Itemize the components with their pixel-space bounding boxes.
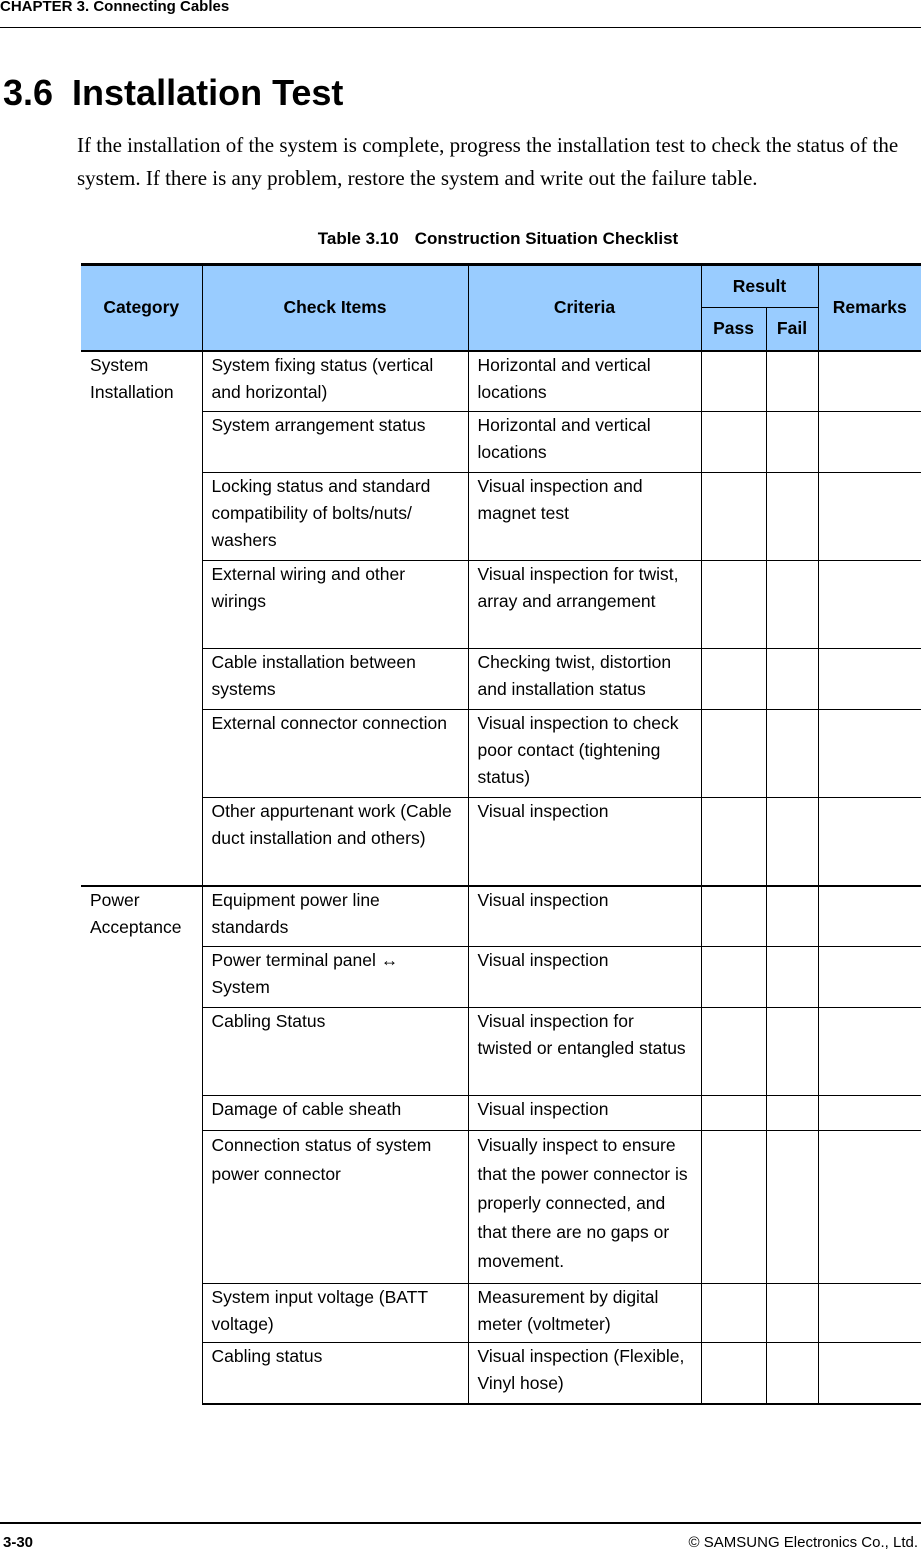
category-cell: Power Acceptance bbox=[81, 886, 202, 1404]
pass-cell bbox=[701, 1131, 766, 1284]
pass-cell bbox=[701, 886, 766, 947]
fail-cell bbox=[766, 412, 818, 473]
fail-cell bbox=[766, 1096, 818, 1131]
fail-cell bbox=[766, 473, 818, 561]
footer-divider bbox=[0, 1522, 921, 1524]
pass-cell bbox=[701, 412, 766, 473]
remarks-cell bbox=[818, 1096, 921, 1131]
header-category: Category bbox=[81, 265, 202, 351]
table-row bbox=[81, 947, 921, 1008]
remarks-cell bbox=[818, 1343, 921, 1404]
criteria-cell: Visual inspection bbox=[468, 1096, 701, 1131]
check-item-cell: System input voltage (BATT voltage) bbox=[202, 1284, 468, 1343]
remarks-cell bbox=[818, 798, 921, 886]
criteria-cell: Visual inspection and magnet test bbox=[468, 473, 701, 561]
criteria-cell: Visual inspection to check poor contact (tightening status) bbox=[468, 710, 701, 798]
criteria-cell: Visual inspection (Flexible, Vinyl hose) bbox=[468, 1343, 701, 1404]
check-item-cell: Cabling status bbox=[202, 1343, 468, 1404]
page-header bbox=[0, 0, 921, 28]
check-item-cell: Cable installation between systems bbox=[202, 649, 468, 710]
table-row bbox=[81, 351, 921, 412]
remarks-cell bbox=[818, 561, 921, 649]
criteria-cell: Visual inspection bbox=[468, 798, 701, 886]
pass-cell bbox=[701, 1343, 766, 1404]
section-heading bbox=[3, 72, 343, 114]
remarks-cell bbox=[818, 1008, 921, 1096]
check-item-cell: External wiring and other wirings bbox=[202, 561, 468, 649]
table-row bbox=[81, 561, 921, 649]
header-pass: Pass bbox=[701, 308, 766, 351]
category-cell: System Installation bbox=[81, 351, 202, 886]
pass-cell bbox=[701, 710, 766, 798]
remarks-cell bbox=[818, 412, 921, 473]
fail-cell bbox=[766, 649, 818, 710]
remarks-cell bbox=[818, 710, 921, 798]
fail-cell bbox=[766, 798, 818, 886]
fail-cell bbox=[766, 561, 818, 649]
remarks-cell bbox=[818, 1284, 921, 1343]
copyright: © SAMSUNG Electronics Co., Ltd. bbox=[688, 1534, 918, 1551]
remarks-cell bbox=[818, 1131, 921, 1284]
header-remarks: Remarks bbox=[818, 265, 921, 351]
fail-cell bbox=[766, 947, 818, 1008]
check-item-cell: System fixing status (vertical and horizontal) bbox=[202, 351, 468, 412]
header-check-items: Check Items bbox=[202, 265, 468, 351]
pass-cell bbox=[701, 947, 766, 1008]
remarks-cell bbox=[818, 649, 921, 710]
fail-cell bbox=[766, 1284, 818, 1343]
table-caption-number: Table 3.10 bbox=[317, 229, 399, 248]
table-row bbox=[81, 473, 921, 561]
check-item-cell: Cabling Status bbox=[202, 1008, 468, 1096]
header-fail: Fail bbox=[766, 308, 818, 351]
checklist-table bbox=[81, 263, 921, 1405]
criteria-cell: Visual inspection for twist, array and arrangement bbox=[468, 561, 701, 649]
table-row bbox=[81, 1131, 921, 1284]
section-title: Installation Test bbox=[72, 72, 344, 113]
page-number: 3-30 bbox=[3, 1534, 34, 1551]
check-item-cell: System arrangement status bbox=[202, 412, 468, 473]
criteria-cell: Visual inspection for twisted or entangled status bbox=[468, 1008, 701, 1096]
fail-cell bbox=[766, 1343, 818, 1404]
fail-cell bbox=[766, 710, 818, 798]
table-row bbox=[81, 649, 921, 710]
table-row bbox=[81, 1096, 921, 1131]
criteria-cell: Horizontal and vertical locations bbox=[468, 351, 701, 412]
remarks-cell bbox=[818, 473, 921, 561]
criteria-cell: Visual inspection bbox=[468, 886, 701, 947]
check-item-cell: Power terminal panel ↔ System bbox=[202, 947, 468, 1008]
table-row bbox=[81, 710, 921, 798]
remarks-cell bbox=[818, 351, 921, 412]
remarks-cell bbox=[818, 886, 921, 947]
check-item-cell: Equipment power line standards bbox=[202, 886, 468, 947]
check-item-cell: External connector connection bbox=[202, 710, 468, 798]
table-row bbox=[81, 1008, 921, 1096]
remarks-cell bbox=[818, 947, 921, 1008]
pass-cell bbox=[701, 351, 766, 412]
fail-cell bbox=[766, 886, 818, 947]
pass-cell bbox=[701, 473, 766, 561]
header-result: Result bbox=[701, 265, 818, 308]
intro-paragraph: If the installation of the system is complete, progress the installation test to check the status of the system. If there is any problem, restore the system and write out the failure table. bbox=[77, 133, 899, 190]
pass-cell bbox=[701, 798, 766, 886]
criteria-cell: Horizontal and vertical locations bbox=[468, 412, 701, 473]
pass-cell bbox=[701, 649, 766, 710]
check-item-cell: Damage of cable sheath bbox=[202, 1096, 468, 1131]
table-row bbox=[81, 886, 921, 947]
criteria-cell: Checking twist, distortion and installation status bbox=[468, 649, 701, 710]
check-item-cell: Locking status and standard compatibility of bolts/nuts/ washers bbox=[202, 473, 468, 561]
pass-cell bbox=[701, 1096, 766, 1131]
pass-cell bbox=[701, 561, 766, 649]
pass-cell bbox=[701, 1284, 766, 1343]
criteria-cell: Visual inspection bbox=[468, 947, 701, 1008]
check-item-cell: Connection status of system power connector bbox=[202, 1131, 468, 1284]
table-row bbox=[81, 412, 921, 473]
chapter-title: CHAPTER 3. Connecting Cables bbox=[0, 0, 230, 15]
criteria-cell: Measurement by digital meter (voltmeter) bbox=[468, 1284, 701, 1343]
section-number: 3.6 bbox=[3, 72, 54, 113]
checklist-body bbox=[81, 351, 921, 1404]
check-item-cell: Other appurtenant work (Cable duct installation and others) bbox=[202, 798, 468, 886]
pass-cell bbox=[701, 1008, 766, 1096]
fail-cell bbox=[766, 1008, 818, 1096]
table-row bbox=[81, 1343, 921, 1404]
fail-cell bbox=[766, 351, 818, 412]
table-row bbox=[81, 1284, 921, 1343]
header-criteria: Criteria bbox=[468, 265, 701, 351]
fail-cell bbox=[766, 1131, 818, 1284]
table-row bbox=[81, 798, 921, 886]
table-caption-title: Construction Situation Checklist bbox=[414, 229, 679, 248]
criteria-cell: Visually inspect to ensure that the power connector is properly connected, and that there are no gaps or movement. bbox=[468, 1131, 701, 1284]
table-caption bbox=[0, 229, 921, 249]
